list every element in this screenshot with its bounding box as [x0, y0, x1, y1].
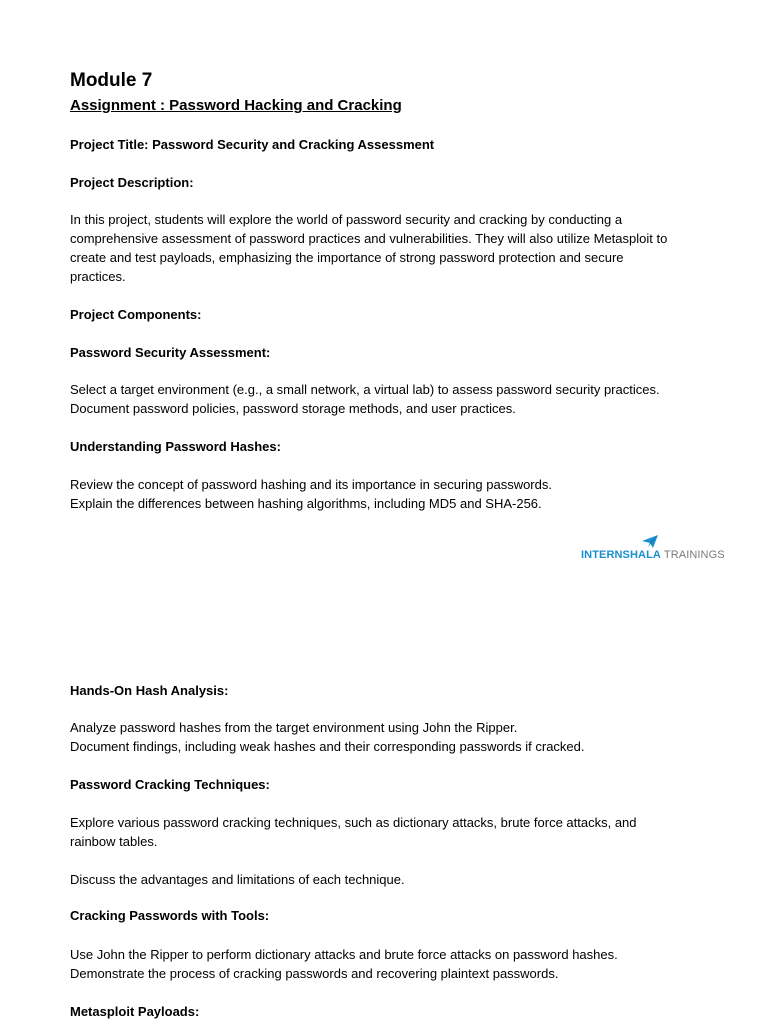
- project-description-line: create and test payloads, emphasizing the importance of strong password protection and secure: [70, 250, 624, 265]
- cracking-techniques-extra: Discuss the advantages and limitations of each technique.: [70, 872, 405, 887]
- project-description-line: In this project, students will explore the world of password security and cracking by conducting a: [70, 212, 623, 227]
- project-title: Project Title: Password Security and Cracking Assessment: [70, 137, 435, 152]
- paper-plane-icon: [642, 535, 658, 548]
- cracking-techniques-heading: Password Cracking Techniques:: [70, 777, 270, 792]
- password-security-assessment-line: Select a target environment (e.g., a small network, a virtual lab) to assess password security practices.: [70, 382, 660, 397]
- cracking-techniques-line: rainbow tables.: [70, 834, 158, 849]
- logo-text-trainings: TRAININGS: [660, 549, 725, 561]
- logo-text-shala: SHALA: [622, 549, 661, 561]
- understanding-hashes-line: Explain the differences between hashing algorithms, including MD5 and SHA-256.: [70, 496, 542, 511]
- project-components-heading: Project Components:: [70, 307, 202, 322]
- hash-analysis-line: Document findings, including weak hashes and their corresponding passwords if cracked.: [70, 739, 585, 754]
- hash-analysis-line: Analyze password hashes from the target environment using John the Ripper.: [70, 720, 518, 735]
- module-title: Module 7: [70, 70, 153, 91]
- metasploit-heading: Metasploit Payloads:: [70, 1004, 200, 1019]
- understanding-hashes-line: Review the concept of password hashing and its importance in securing passwords.: [70, 477, 552, 492]
- assignment-title: Assignment : Password Hacking and Cracking: [70, 97, 402, 114]
- cracking-techniques-line: Explore various password cracking techniques, such as dictionary attacks, brute force attacks, and: [70, 815, 637, 830]
- hash-analysis-heading: Hands-On Hash Analysis:: [70, 683, 229, 698]
- password-security-assessment-heading: Password Security Assessment:: [70, 345, 271, 360]
- cracking-tools-line: Use John the Ripper to perform dictionary attacks and brute force attacks on password hashes.: [70, 947, 618, 962]
- logo-text-intern: INTERN: [581, 549, 623, 561]
- project-description-line: practices.: [70, 269, 126, 284]
- understanding-hashes-heading: Understanding Password Hashes:: [70, 439, 281, 454]
- cracking-tools-line: Demonstrate the process of cracking passwords and recovering plaintext passwords.: [70, 966, 559, 981]
- cracking-tools-heading: Cracking Passwords with Tools:: [70, 908, 270, 923]
- logo-text: [581, 549, 725, 562]
- project-description-heading: Project Description:: [70, 175, 194, 190]
- internshala-trainings-logo: [580, 535, 730, 565]
- password-security-assessment-line: Document password policies, password storage methods, and user practices.: [70, 401, 516, 416]
- project-description-line: comprehensive assessment of password practices and vulnerabilities. They will also utilize Metasploit to: [70, 231, 668, 246]
